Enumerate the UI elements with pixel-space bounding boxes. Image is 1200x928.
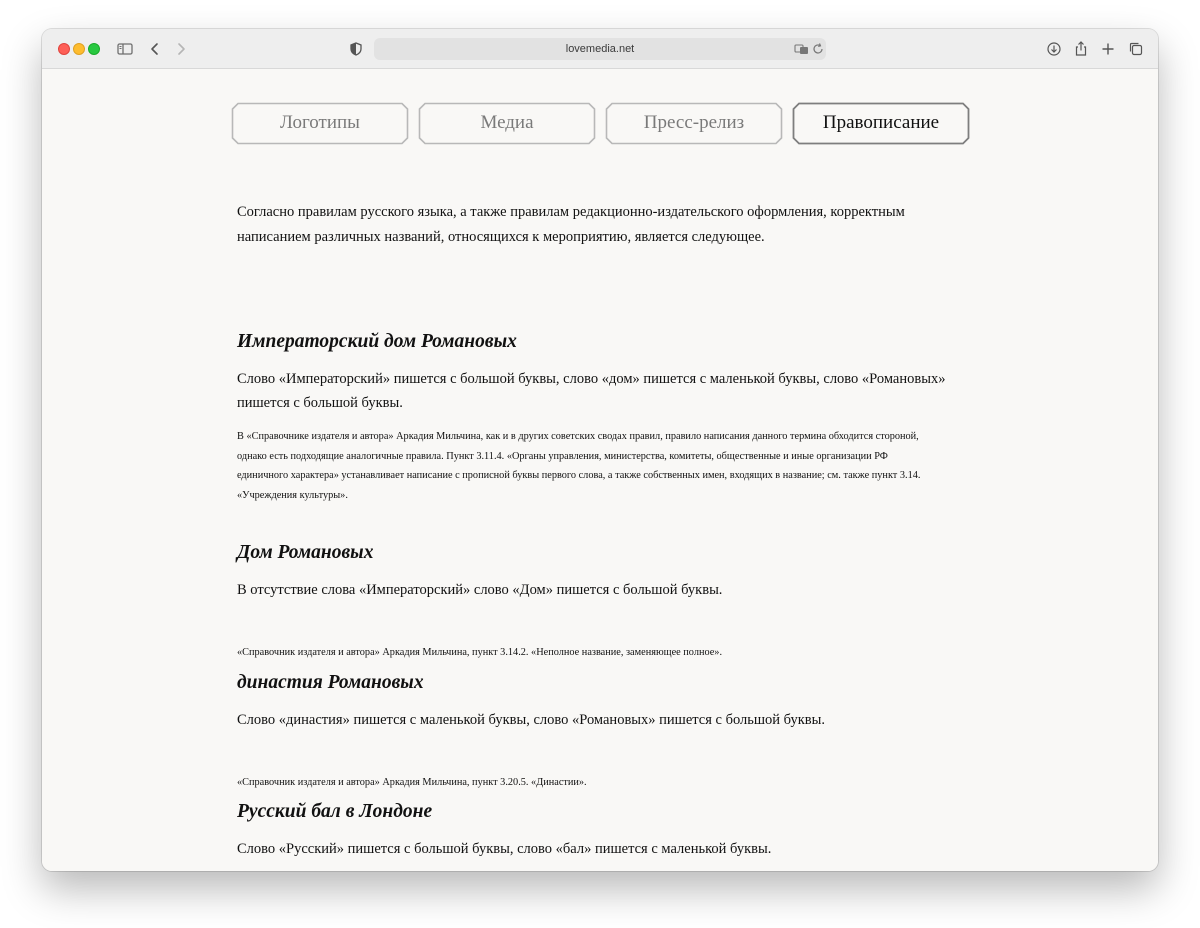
close-window-button[interactable] — [58, 43, 70, 55]
section-note: В «Справочнике издателя и автора» Аркадия Мильчина, как и в других советских сводах правил, правило написания данного термина обходится стороной, однако есть подходящие аналогичные правила. Пункт 3.11.4. «Органы управления, министерства, комитеты, общественные и иные организации РФ единичного характера» устанавливает написание с прописной буквы первого слова, а также собственных имен, входящих в название; см. также пункт 3.14. «Учреждения культуры». — [237, 431, 921, 501]
section-title: Императорский дом Романовых — [237, 331, 517, 352]
tab-logotypes[interactable] — [231, 102, 409, 145]
tab-media[interactable] — [418, 102, 596, 145]
section-title: династия Романовых — [237, 672, 424, 693]
tab-overview-icon[interactable] — [1126, 39, 1146, 59]
translate-icon[interactable] — [792, 39, 808, 59]
tab-press-release[interactable] — [605, 102, 783, 145]
tab-label: Пресс-релиз — [643, 112, 745, 133]
tab-label: Логотипы — [280, 112, 360, 133]
reload-icon[interactable] — [808, 39, 824, 59]
browser-window — [42, 29, 1158, 871]
section-text: В отсутствие слова «Императорский» слово «Дом» пишется с большой буквы. — [237, 582, 723, 598]
section-tabs — [231, 102, 971, 146]
address-url: lovemedia.net — [565, 43, 635, 55]
tab-label: Медиа — [480, 112, 534, 133]
section-title: Дом Романовых — [237, 542, 374, 563]
back-icon[interactable] — [145, 39, 165, 59]
intro-block — [237, 200, 957, 250]
privacy-shield-icon[interactable] — [346, 39, 366, 59]
forward-icon[interactable] — [171, 39, 191, 59]
sidebar-icon[interactable] — [115, 39, 135, 59]
zoom-window-button[interactable] — [88, 43, 100, 55]
section-text: Слово «Императорский» пишется с большой буквы, слово «дом» пишется с маленькой буквы, слово «Романовых» пишется с большой буквы. — [237, 371, 946, 411]
new-tab-icon[interactable] — [1098, 39, 1118, 59]
section-text: Слово «династия» пишется с маленькой буквы, слово «Романовых» пишется с большой буквы. — [237, 712, 826, 728]
address-bar[interactable] — [374, 38, 826, 60]
section-title: Русский бал в Лондоне — [237, 801, 433, 822]
downloads-icon[interactable] — [1044, 39, 1064, 59]
tab-spelling[interactable] — [792, 102, 970, 145]
share-icon[interactable] — [1071, 39, 1091, 59]
page-content — [42, 70, 1158, 871]
tab-label: Правописание — [822, 112, 940, 133]
section-text: Слово «Русский» пишется с большой буквы, слово «бал» пишется с маленькой буквы. — [237, 841, 772, 857]
browser-toolbar — [42, 29, 1158, 69]
intro-text: Согласно правилам русского языка, а также правилам редакционно-издательского оформления, корректным написанием различных названий, относящихся к мероприятию, является следующее. — [237, 204, 905, 245]
section-note: «Справочник издателя и автора» Аркадия Мильчина, пункт 3.20.5. «Династии». — [237, 777, 587, 788]
section-note: «Справочник издателя и автора» Аркадия Мильчина, пункт 3.14.2. «Неполное название, заменяющее полное». — [237, 647, 723, 658]
minimize-window-button[interactable] — [73, 43, 85, 55]
